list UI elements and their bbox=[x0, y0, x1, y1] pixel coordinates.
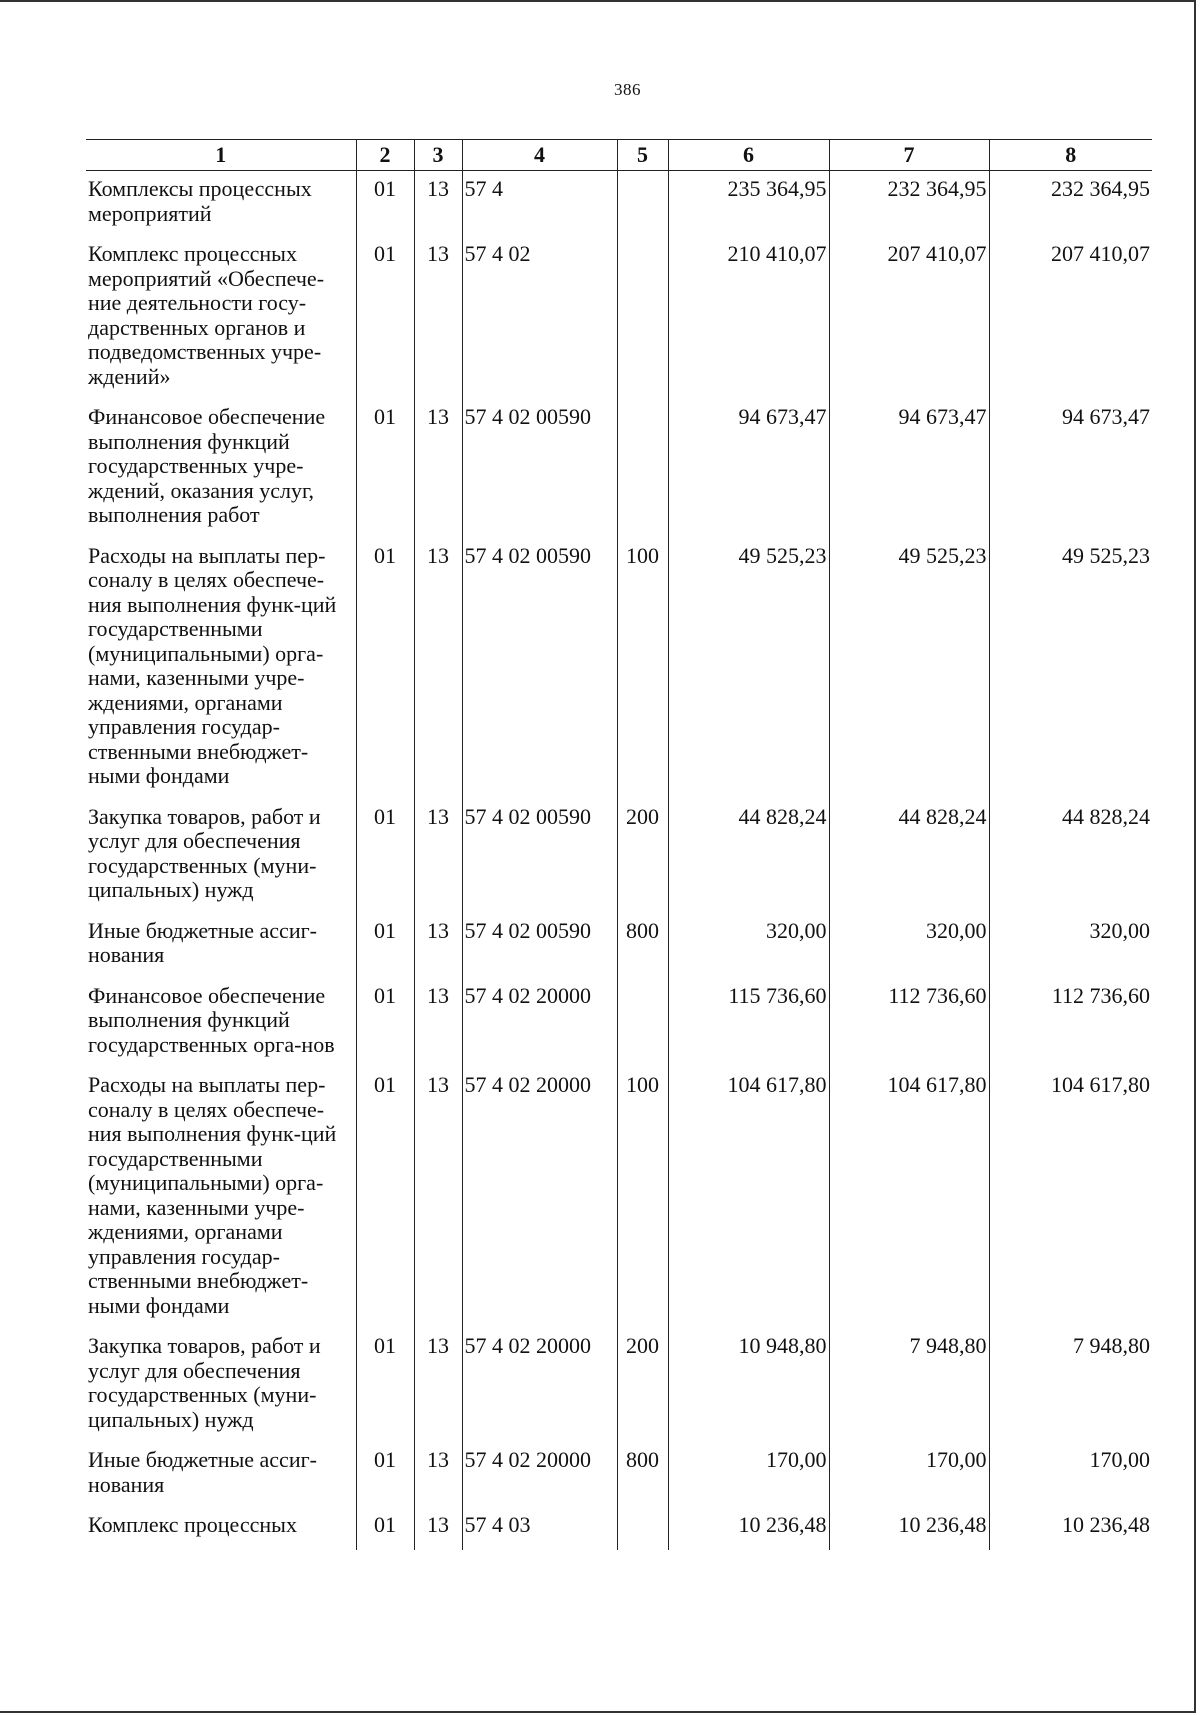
amount-col-8: 94 673,47 bbox=[989, 399, 1152, 538]
row-name: Финансовое обеспечение выполнения функций государственных учре-ждений, оказания услуг, выполнения работ bbox=[88, 404, 326, 527]
amount-col-8: 104 617,80 bbox=[989, 1067, 1152, 1328]
subsection-code: 13 bbox=[414, 236, 462, 399]
column-header-1: 1 bbox=[86, 140, 356, 171]
expense-type-code bbox=[617, 399, 668, 538]
amount-col-6: 210 410,07 bbox=[668, 236, 829, 399]
expense-type-code: 200 bbox=[617, 1328, 668, 1442]
expense-type-code bbox=[617, 1507, 668, 1550]
subsection-code: 13 bbox=[414, 1328, 462, 1442]
amount-col-6: 115 736,60 bbox=[668, 978, 829, 1068]
subsection-code: 13 bbox=[414, 1442, 462, 1507]
table-row bbox=[86, 1067, 1152, 1328]
amount-col-6: 44 828,24 bbox=[668, 799, 829, 913]
target-article-code: 57 4 02 00590 bbox=[462, 913, 617, 978]
column-header-7: 7 bbox=[829, 140, 989, 171]
amount-col-6: 235 364,95 bbox=[668, 171, 829, 237]
table-row bbox=[86, 913, 1152, 978]
subsection-code: 13 bbox=[414, 799, 462, 913]
amount-col-6: 49 525,23 bbox=[668, 538, 829, 799]
row-name: Иные бюджетные ассиг-нования bbox=[88, 917, 317, 967]
target-article-code: 57 4 02 20000 bbox=[462, 978, 617, 1068]
expense-type-code bbox=[617, 236, 668, 399]
amount-col-8: 112 736,60 bbox=[989, 978, 1152, 1068]
expense-type-code: 800 bbox=[617, 1442, 668, 1507]
subsection-code: 13 bbox=[414, 1067, 462, 1328]
target-article-code: 57 4 02 bbox=[462, 236, 617, 399]
table-row bbox=[86, 538, 1152, 799]
target-article-code: 57 4 02 20000 bbox=[462, 1328, 617, 1442]
amount-col-8: 320,00 bbox=[989, 913, 1152, 978]
amount-col-6: 320,00 bbox=[668, 913, 829, 978]
amount-col-8: 49 525,23 bbox=[989, 538, 1152, 799]
section-code: 01 bbox=[356, 1067, 414, 1328]
target-article-code: 57 4 bbox=[462, 171, 617, 237]
subsection-code: 13 bbox=[414, 538, 462, 799]
amount-col-6: 94 673,47 bbox=[668, 399, 829, 538]
table-row bbox=[86, 978, 1152, 1068]
target-article-code: 57 4 02 00590 bbox=[462, 399, 617, 538]
subsection-code: 13 bbox=[414, 978, 462, 1068]
expense-type-code: 200 bbox=[617, 799, 668, 913]
section-code: 01 bbox=[356, 1328, 414, 1442]
expense-type-code bbox=[617, 978, 668, 1068]
table-row bbox=[86, 799, 1152, 913]
target-article-code: 57 4 02 20000 bbox=[462, 1442, 617, 1507]
table-row bbox=[86, 1507, 1152, 1550]
section-code: 01 bbox=[356, 799, 414, 913]
row-name: Комплекс процессных мероприятий «Обеспече-ние деятельности госу-дарственных органов и подведомственных учре-ждений» bbox=[88, 241, 325, 389]
amount-col-8: 10 236,48 bbox=[989, 1507, 1152, 1550]
table-row bbox=[86, 236, 1152, 399]
amount-col-8: 207 410,07 bbox=[989, 236, 1152, 399]
column-header-5: 5 bbox=[617, 140, 668, 171]
amount-col-8: 170,00 bbox=[989, 1442, 1152, 1507]
section-code: 01 bbox=[356, 171, 414, 237]
column-header-6: 6 bbox=[668, 140, 829, 171]
amount-col-6: 10 236,48 bbox=[668, 1507, 829, 1550]
budget-table bbox=[86, 139, 1152, 1550]
target-article-code: 57 4 02 20000 bbox=[462, 1067, 617, 1328]
target-article-code: 57 4 03 bbox=[462, 1507, 617, 1550]
table-row bbox=[86, 1442, 1152, 1507]
expense-type-code: 100 bbox=[617, 538, 668, 799]
amount-col-7: 44 828,24 bbox=[829, 799, 989, 913]
table-row bbox=[86, 399, 1152, 538]
subsection-code: 13 bbox=[414, 171, 462, 237]
column-header-8: 8 bbox=[989, 140, 1152, 171]
row-name: Иные бюджетные ассиг-нования bbox=[88, 1447, 317, 1497]
table-header-row bbox=[86, 140, 1152, 171]
section-code: 01 bbox=[356, 913, 414, 978]
section-code: 01 bbox=[356, 978, 414, 1068]
section-code: 01 bbox=[356, 236, 414, 399]
row-name: Расходы на выплаты пер-соналу в целях обеспече-ния выполнения функ-ций государственными (муниципальными) орга-нами, казенными учре-ждениями, органами управления государ-ственными внебюджет-ными фондами bbox=[88, 1072, 337, 1318]
amount-col-7: 94 673,47 bbox=[829, 399, 989, 538]
amount-col-8: 44 828,24 bbox=[989, 799, 1152, 913]
amount-col-7: 112 736,60 bbox=[829, 978, 989, 1068]
row-name: Комплексы процессных мероприятий bbox=[88, 176, 312, 226]
column-header-3: 3 bbox=[414, 140, 462, 171]
section-code: 01 bbox=[356, 399, 414, 538]
subsection-code: 13 bbox=[414, 399, 462, 538]
page-number: 386 bbox=[614, 80, 641, 99]
expense-type-code: 100 bbox=[617, 1067, 668, 1328]
amount-col-7: 207 410,07 bbox=[829, 236, 989, 399]
target-article-code: 57 4 02 00590 bbox=[462, 538, 617, 799]
section-code: 01 bbox=[356, 1507, 414, 1550]
expense-type-code bbox=[617, 171, 668, 237]
amount-col-7: 104 617,80 bbox=[829, 1067, 989, 1328]
row-name: Комплекс процессных bbox=[88, 1512, 297, 1537]
expense-type-code: 800 bbox=[617, 913, 668, 978]
row-name: Закупка товаров, работ и услуг для обеспечения государственных (муни-ципальных) нужд bbox=[88, 1333, 321, 1432]
target-article-code: 57 4 02 00590 bbox=[462, 799, 617, 913]
amount-col-7: 170,00 bbox=[829, 1442, 989, 1507]
amount-col-8: 7 948,80 bbox=[989, 1328, 1152, 1442]
column-header-2: 2 bbox=[356, 140, 414, 171]
row-name: Финансовое обеспечение выполнения функций государственных орга-нов bbox=[88, 982, 335, 1057]
amount-col-7: 320,00 bbox=[829, 913, 989, 978]
amount-col-7: 10 236,48 bbox=[829, 1507, 989, 1550]
subsection-code: 13 bbox=[414, 1507, 462, 1550]
row-name: Закупка товаров, работ и услуг для обеспечения государственных (муни-ципальных) нужд bbox=[88, 803, 321, 902]
amount-col-6: 104 617,80 bbox=[668, 1067, 829, 1328]
amount-col-8: 232 364,95 bbox=[989, 171, 1152, 237]
section-code: 01 bbox=[356, 1442, 414, 1507]
row-name: Расходы на выплаты пер-соналу в целях обеспече-ния выполнения функ-ций государственными (муниципальными) орга-нами, казенными учре-ждениями, органами управления государ-ственными внебюджет-ными фондами bbox=[88, 542, 337, 788]
column-header-4: 4 bbox=[462, 140, 617, 171]
amount-col-7: 49 525,23 bbox=[829, 538, 989, 799]
amount-col-6: 10 948,80 bbox=[668, 1328, 829, 1442]
amount-col-6: 170,00 bbox=[668, 1442, 829, 1507]
amount-col-7: 7 948,80 bbox=[829, 1328, 989, 1442]
table-row bbox=[86, 1328, 1152, 1442]
subsection-code: 13 bbox=[414, 913, 462, 978]
amount-col-7: 232 364,95 bbox=[829, 171, 989, 237]
table-row bbox=[86, 171, 1152, 237]
section-code: 01 bbox=[356, 538, 414, 799]
